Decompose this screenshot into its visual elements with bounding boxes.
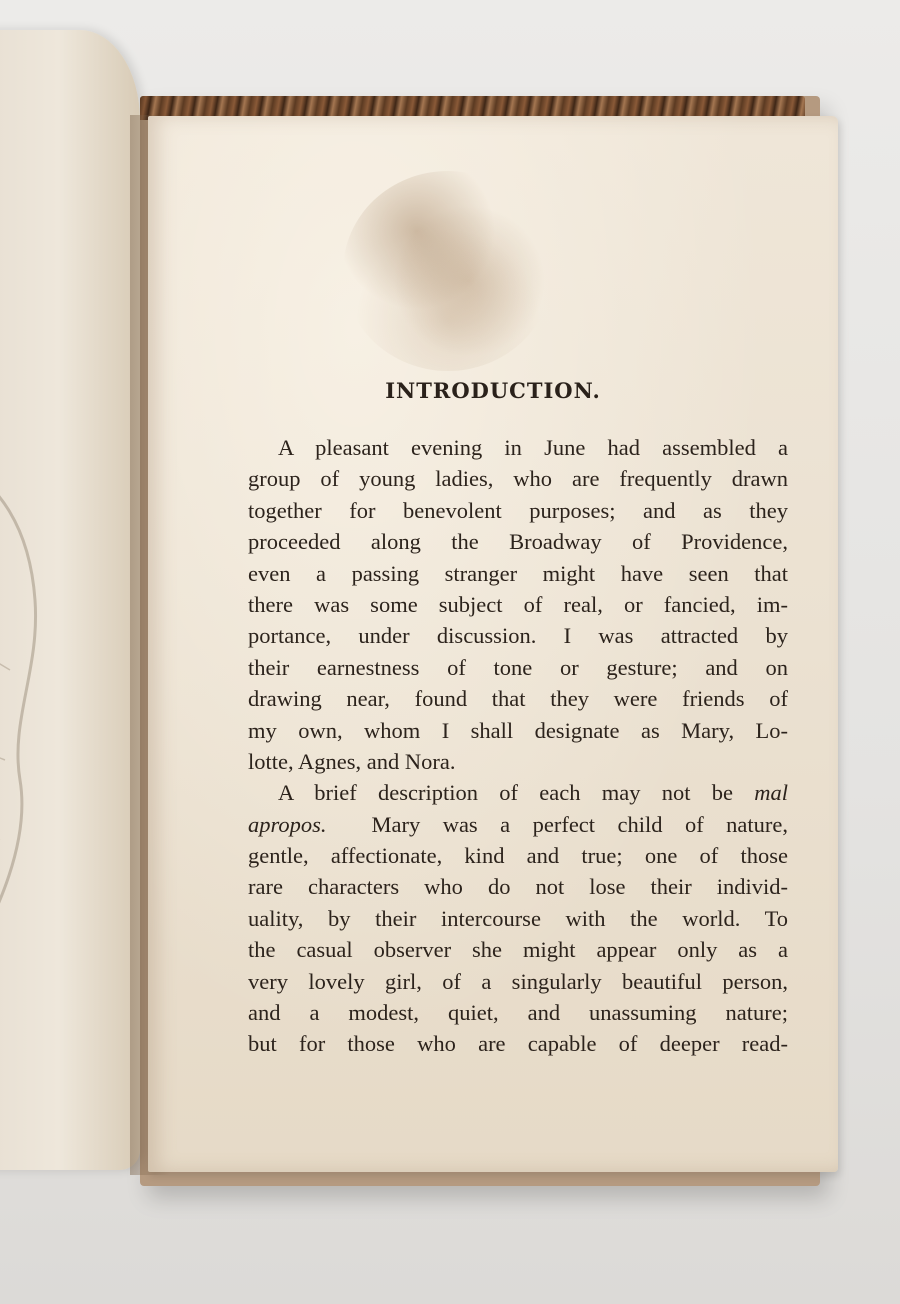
text-line: the casual observer she might appear only as a (248, 937, 788, 963)
body-text (248, 432, 788, 1060)
text-line: together for benevolent purposes; and as they (248, 497, 788, 523)
text-line: very lovely girl, of a singularly beautiful person, (248, 968, 788, 994)
text-line: rare characters who do not lose their individ- (248, 874, 788, 900)
text-line: group of young ladies, who are frequently drawn (248, 466, 788, 492)
book-page (148, 116, 838, 1172)
text-segment: Mary was a perfect child of nature, (371, 811, 789, 837)
text-line: and a modest, quiet, and unassuming nature; (248, 1000, 788, 1026)
text-line: but for those who are capable of deeper read- (248, 1031, 788, 1057)
text-line: portance, under discussion. I was attracted by (248, 623, 788, 649)
text-line: lotte, Agnes, and Nora. (248, 748, 456, 774)
foxing-stain (343, 171, 553, 371)
text-line: A pleasant evening in June had assembled a (278, 435, 788, 460)
text-segment: A brief description of each may not be (278, 780, 733, 806)
text-line: even a passing stranger might have seen that (248, 560, 788, 586)
text-line: there was some subject of real, or fancied, im- (248, 591, 788, 617)
text-line (248, 777, 788, 808)
engraving-illustration (0, 440, 60, 1000)
italic-word: apropos. (248, 811, 327, 837)
text-line: gentle, affectionate, kind and true; one of those (248, 843, 788, 869)
text-line: my own, whom I shall designate as Mary, Lo- (248, 717, 788, 743)
left-page (0, 30, 140, 1170)
text-line (248, 809, 788, 840)
page-title: INTRODUCTION. (385, 378, 601, 403)
text-line: drawing near, found that they were friends of (248, 686, 788, 712)
text-line: proceeded along the Broadway of Providence, (248, 529, 788, 555)
italic-word: mal (754, 780, 788, 806)
text-line: their earnestness of tone or gesture; and on (248, 654, 788, 680)
text-line: uality, by their intercourse with the world. To (248, 905, 788, 931)
